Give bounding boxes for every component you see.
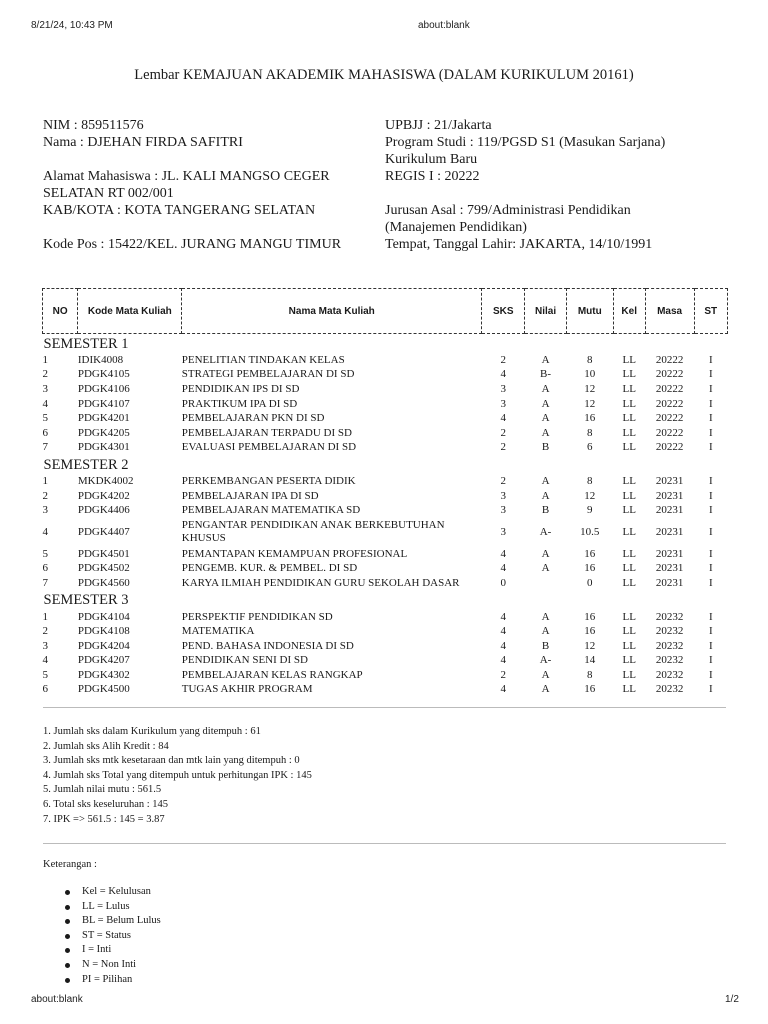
info-line: Kurikulum Baru — [385, 152, 478, 167]
info-line — [385, 185, 745, 202]
info-line: SELATAN RT 002/001 — [43, 186, 174, 201]
cell-st: I — [708, 639, 713, 652]
cell-masa: 20222 — [655, 426, 684, 439]
divider — [43, 843, 726, 844]
cell-no: 5 — [42, 547, 48, 560]
table-row — [43, 668, 728, 683]
cell-masa: 20231 — [655, 504, 684, 517]
cell-kode: PDGK4104 — [77, 610, 130, 623]
summary-item: 1. Jumlah sks dalam Kurikulum yang ditempuh : 61 — [43, 726, 261, 737]
cell-masa: 20222 — [655, 382, 684, 395]
legend-list — [64, 885, 161, 987]
cell-nilai: A — [541, 353, 550, 366]
cell-mutu: 14 — [584, 654, 596, 667]
info-line: UPBJJ : 21/Jakarta — [385, 118, 492, 133]
info-line: KAB/KOTA : KOTA TANGERANG SELATAN — [43, 203, 316, 218]
cell-no: 5 — [42, 412, 48, 425]
cell-nama: PEND. BAHASA INDONESIA DI SD — [181, 639, 354, 652]
info-line — [43, 151, 373, 168]
cell-masa: 20232 — [655, 654, 684, 667]
cell-st: I — [708, 474, 713, 487]
cell-mutu: 8 — [587, 426, 593, 439]
legend-item: ST = Status — [64, 929, 161, 944]
info-line: REGIS I : 20222 — [385, 169, 480, 184]
cell-no: 1 — [42, 353, 48, 366]
cell-nama: KARYA ILMIAH PENDIDIKAN GURU SEKOLAH DASAR — [181, 576, 460, 589]
cell-kel: LL — [622, 525, 636, 538]
cell-nilai: A — [541, 397, 550, 410]
cell-masa: 20222 — [655, 368, 684, 381]
cell-no: 4 — [42, 397, 48, 410]
cell-no: 7 — [42, 441, 48, 454]
cell-st: I — [708, 504, 713, 517]
cell-nama: PEMBELAJARAN KELAS RANGKAP — [181, 668, 363, 681]
info-line: Nama : DJEHAN FIRDA SAFITRI — [43, 135, 243, 150]
cell-mutu: 10.5 — [580, 525, 600, 538]
cell-mutu: 6 — [587, 441, 593, 454]
cell-st: I — [708, 426, 713, 439]
cell-sks: 4 — [500, 683, 507, 696]
semester-row — [43, 455, 728, 474]
cell-sks: 4 — [500, 654, 507, 667]
cell-sks: 3 — [500, 489, 507, 502]
cell-nama: EVALUASI PEMBELAJARAN DI SD — [181, 441, 357, 454]
cell-mutu: 8 — [587, 668, 593, 681]
cell-st: I — [708, 668, 713, 681]
cell-no: 4 — [42, 654, 48, 667]
summary-item: 6. Total sks keseluruhan : 145 — [43, 798, 169, 810]
cell-nilai: A — [541, 625, 550, 638]
table-row — [43, 368, 728, 383]
cell-nilai: A — [541, 683, 550, 696]
cell-st: I — [708, 368, 713, 381]
document-title: Lembar KEMAJUAN AKADEMIK MAHASISWA (DALAM KURIKULUM 20161) — [134, 67, 634, 83]
cell-st: I — [708, 547, 713, 560]
semester-row — [43, 334, 728, 354]
cell-mutu: 0 — [587, 576, 593, 589]
cell-nama: PEMBELAJARAN MATEMATIKA SD — [181, 504, 361, 517]
cell-masa: 20232 — [655, 683, 684, 696]
divider — [43, 707, 726, 708]
cell-kel: LL — [622, 368, 636, 381]
cell-nama: PEMBELAJARAN IPA DI SD — [181, 489, 319, 502]
cell-nilai: B — [541, 441, 550, 454]
cell-nilai: A — [541, 474, 550, 487]
summary-item: 3. Jumlah sks mtk kesetaraan dan mtk lain yang ditempuh : 0 — [43, 755, 300, 767]
table-row — [43, 654, 728, 669]
cell-masa: 20231 — [655, 576, 684, 589]
cell-masa: 20231 — [655, 489, 684, 502]
table-row — [43, 547, 728, 562]
cell-nama: STRATEGI PEMBELAJARAN DI SD — [181, 368, 355, 381]
info-line — [43, 219, 373, 236]
cell-mutu: 16 — [584, 562, 596, 575]
cell-kel: LL — [622, 576, 636, 589]
table-row — [43, 562, 728, 577]
print-page-title: about:blank — [418, 20, 470, 31]
cell-kode: MKDK4002 — [77, 474, 134, 487]
cell-nilai: A — [541, 668, 550, 681]
cell-kode: PDGK4302 — [77, 668, 130, 681]
cell-nama: PENDIDIKAN IPS DI SD — [181, 382, 300, 395]
cell-kode: PDGK4202 — [77, 489, 130, 502]
cell-nilai: A — [541, 610, 550, 623]
header-nama: Nama Mata Kuliah — [182, 289, 482, 334]
legend-item: PI = Pilihan — [64, 973, 161, 988]
print-page-number: 1/2 — [725, 994, 739, 1005]
cell-sks: 0 — [500, 576, 507, 589]
cell-masa: 20222 — [655, 397, 684, 410]
cell-nilai: A — [541, 547, 550, 560]
cell-no: 7 — [42, 576, 48, 589]
cell-nama: PEMANTAPAN KEMAMPUAN PROFESIONAL — [181, 547, 408, 560]
cell-mutu: 12 — [584, 397, 596, 410]
info-line: (Manajemen Pendidikan) — [385, 220, 527, 235]
table-row — [43, 397, 728, 412]
cell-kode: PDGK4560 — [77, 576, 130, 589]
summary-item: 4. Jumlah sks Total yang ditempuh untuk perhitungan IPK : 145 — [43, 769, 312, 781]
cell-st: I — [708, 441, 713, 454]
cell-kel: LL — [622, 382, 636, 395]
student-info-right — [385, 117, 745, 253]
cell-no: 3 — [42, 382, 48, 395]
summary-item: 5. Jumlah nilai mutu : 561.5 — [43, 784, 162, 796]
cell-sks: 4 — [500, 639, 507, 652]
info-line: Program Studi : 119/PGSD S1 (Masukan Sarjana) — [385, 135, 666, 150]
summary-list — [43, 725, 312, 827]
cell-kode: PDGK4205 — [77, 426, 130, 439]
cell-no: 2 — [42, 625, 48, 638]
table-row — [43, 489, 728, 504]
table-row — [43, 474, 728, 489]
cell-mutu: 16 — [584, 625, 596, 638]
cell-no: 3 — [42, 639, 48, 652]
cell-masa: 20231 — [655, 525, 684, 538]
semester-row — [43, 591, 728, 610]
print-timestamp: 8/21/24, 10:43 PM — [31, 20, 113, 31]
cell-sks: 4 — [500, 562, 507, 575]
cell-kode: PDGK4407 — [77, 525, 130, 538]
cell-kode: PDGK4106 — [77, 382, 130, 395]
cell-kode: PDGK4107 — [77, 397, 130, 410]
cell-kel: LL — [622, 610, 636, 623]
legend-item: Kel = Kelulusan — [64, 885, 161, 900]
cell-no: 2 — [42, 368, 48, 381]
cell-kode: PDGK4105 — [77, 368, 130, 381]
summary-item: 2. Jumlah sks Alih Kredit : 84 — [43, 740, 169, 752]
header-st: ST — [694, 289, 727, 334]
cell-sks: 3 — [500, 382, 507, 395]
cell-masa: 20222 — [655, 353, 684, 366]
table-row — [43, 576, 728, 591]
cell-no: 6 — [42, 683, 48, 696]
cell-no: 4 — [42, 525, 48, 538]
cell-kode: PDGK4201 — [77, 412, 130, 425]
cell-sks: 2 — [500, 426, 507, 439]
cell-mutu: 12 — [584, 489, 596, 502]
cell-st: I — [708, 576, 713, 589]
cell-no: 1 — [42, 610, 48, 623]
header-mutu: Mutu — [566, 289, 613, 334]
cell-sks: 3 — [500, 397, 507, 410]
cell-kel: LL — [622, 668, 636, 681]
table-row — [43, 426, 728, 441]
cell-kode: PDGK4207 — [77, 654, 130, 667]
cell-kel: LL — [622, 639, 636, 652]
cell-mutu: 9 — [587, 504, 593, 517]
cell-kode: PDGK4108 — [77, 625, 130, 638]
cell-sks: 3 — [500, 504, 507, 517]
cell-sks: 4 — [500, 625, 507, 638]
cell-mutu: 8 — [587, 353, 593, 366]
cell-kode: PDGK4502 — [77, 562, 130, 575]
grades-header-row — [43, 289, 728, 334]
cell-mutu: 12 — [584, 382, 596, 395]
cell-nilai: A — [541, 489, 550, 502]
semester-label: SEMESTER 1 — [43, 335, 129, 352]
cell-kel: LL — [622, 489, 636, 502]
cell-nilai: A- — [539, 525, 552, 538]
cell-sks: 4 — [500, 368, 507, 381]
cell-st: I — [708, 562, 713, 575]
cell-kel: LL — [622, 683, 636, 696]
cell-kode: PDGK4301 — [77, 441, 130, 454]
cell-kel: LL — [622, 504, 636, 517]
cell-no: 5 — [42, 668, 48, 681]
cell-sks: 4 — [500, 610, 507, 623]
cell-nama: PENDIDIKAN SENI DI SD — [181, 654, 308, 667]
legend-item: N = Non Inti — [64, 958, 161, 973]
cell-sks: 2 — [500, 668, 507, 681]
info-line: NIM : 859511576 — [43, 118, 144, 133]
cell-kode: PDGK4406 — [77, 504, 130, 517]
cell-masa: 20231 — [655, 474, 684, 487]
cell-masa: 20231 — [655, 562, 684, 575]
table-row — [43, 353, 728, 368]
cell-nilai: B — [541, 504, 550, 517]
cell-sks: 4 — [500, 547, 507, 560]
cell-nilai: B- — [540, 368, 552, 381]
info-line: Tempat, Tanggal Lahir: JAKARTA, 14/10/1991 — [385, 237, 653, 252]
cell-nilai: A — [541, 562, 550, 575]
cell-masa: 20232 — [655, 639, 684, 652]
table-row — [43, 624, 728, 639]
info-line: Jurusan Asal : 799/Administrasi Pendidikan — [385, 203, 631, 218]
cell-mutu: 12 — [584, 639, 596, 652]
legend-item: BL = Belum Lulus — [64, 914, 161, 929]
table-row — [43, 441, 728, 456]
cell-st: I — [708, 412, 713, 425]
cell-kel: LL — [622, 397, 636, 410]
cell-st: I — [708, 683, 713, 696]
cell-kel: LL — [622, 625, 636, 638]
cell-st: I — [708, 525, 713, 538]
cell-sks: 4 — [500, 412, 507, 425]
cell-nilai: B — [541, 639, 550, 652]
cell-nama: PERSPEKTIF PENDIDIKAN SD — [181, 610, 333, 623]
cell-no: 1 — [42, 474, 48, 487]
header-no: NO — [43, 289, 78, 334]
cell-no: 2 — [42, 489, 48, 502]
cell-mutu: 16 — [584, 683, 596, 696]
cell-kel: LL — [622, 412, 636, 425]
cell-kel: LL — [622, 547, 636, 560]
cell-masa: 20231 — [655, 547, 684, 560]
semester-label: SEMESTER 3 — [43, 592, 129, 609]
cell-nilai: A — [541, 382, 550, 395]
cell-nama: TUGAS AKHIR PROGRAM — [181, 683, 313, 696]
cell-nama: PENGEMB. KUR. & PEMBEL. DI SD — [181, 562, 358, 575]
header-sks: SKS — [482, 289, 525, 334]
header-kel: Kel — [613, 289, 645, 334]
table-row — [43, 411, 728, 426]
cell-kode: PDGK4204 — [77, 639, 130, 652]
cell-st: I — [708, 353, 713, 366]
cell-kel: LL — [622, 426, 636, 439]
cell-nilai — [525, 576, 566, 591]
grades-body — [43, 334, 728, 698]
print-footer-url: about:blank — [31, 994, 83, 1005]
table-row — [43, 610, 728, 625]
cell-st: I — [708, 654, 713, 667]
cell-nama: MATEMATIKA — [181, 625, 255, 638]
cell-st: I — [708, 625, 713, 638]
cell-kel: LL — [622, 654, 636, 667]
summary-item: 7. IPK => 561.5 : 145 = 3.87 — [43, 813, 165, 825]
cell-kel: LL — [622, 474, 636, 487]
cell-nama: PENGANTAR PENDIDIKAN ANAK BERKEBUTUHAN KHUSUS — [181, 519, 445, 545]
cell-nilai: A — [541, 412, 550, 425]
header-masa: Masa — [645, 289, 694, 334]
cell-mutu: 10 — [584, 368, 596, 381]
student-info-left — [43, 117, 373, 253]
grades-table — [42, 288, 728, 697]
info-line: Alamat Mahasiswa : JL. KALI MANGSO CEGER — [43, 169, 330, 184]
cell-nilai: A- — [539, 654, 552, 667]
legend-item: LL = Lulus — [64, 900, 161, 915]
semester-label: SEMESTER 2 — [43, 456, 129, 473]
cell-mutu: 8 — [587, 474, 593, 487]
cell-kode: PDGK4500 — [77, 683, 130, 696]
table-row — [43, 518, 728, 547]
cell-masa: 20232 — [655, 610, 684, 623]
cell-st: I — [708, 382, 713, 395]
cell-masa: 20222 — [655, 412, 684, 425]
cell-masa: 20222 — [655, 441, 684, 454]
cell-masa: 20232 — [655, 625, 684, 638]
cell-sks: 2 — [500, 353, 507, 366]
cell-kel: LL — [622, 353, 636, 366]
header-kode: Kode Mata Kuliah — [78, 289, 182, 334]
cell-sks: 2 — [500, 474, 507, 487]
cell-nama: PERKEMBANGAN PESERTA DIDIK — [181, 474, 356, 487]
cell-sks: 3 — [500, 525, 507, 538]
cell-mutu: 16 — [584, 412, 596, 425]
cell-nama: PEMBELAJARAN TERPADU DI SD — [181, 426, 352, 439]
header-nilai: Nilai — [525, 289, 566, 334]
cell-masa: 20232 — [655, 668, 684, 681]
cell-nama: PENELITIAN TINDAKAN KELAS — [181, 353, 345, 366]
cell-mutu: 16 — [584, 547, 596, 560]
keterangan-heading: Keterangan : — [43, 859, 97, 870]
cell-kode: IDIK4008 — [77, 353, 124, 366]
table-row — [43, 639, 728, 654]
cell-sks: 2 — [500, 441, 507, 454]
table-row — [43, 683, 728, 698]
cell-kode: PDGK4501 — [77, 547, 130, 560]
legend-item: I = Inti — [64, 943, 161, 958]
cell-no: 6 — [42, 562, 48, 575]
cell-mutu: 16 — [584, 610, 596, 623]
cell-st: I — [708, 610, 713, 623]
cell-st: I — [708, 489, 713, 502]
cell-no: 3 — [42, 504, 48, 517]
cell-kel: LL — [622, 562, 636, 575]
cell-nama: PRAKTIKUM IPA DI SD — [181, 397, 298, 410]
cell-kel: LL — [622, 441, 636, 454]
cell-st: I — [708, 397, 713, 410]
cell-nama: PEMBELAJARAN PKN DI SD — [181, 412, 325, 425]
cell-nilai: A — [541, 426, 550, 439]
info-line: Kode Pos : 15422/KEL. JURANG MANGU TIMUR — [43, 237, 342, 252]
cell-no: 6 — [42, 426, 48, 439]
table-row — [43, 382, 728, 397]
table-row — [43, 503, 728, 518]
